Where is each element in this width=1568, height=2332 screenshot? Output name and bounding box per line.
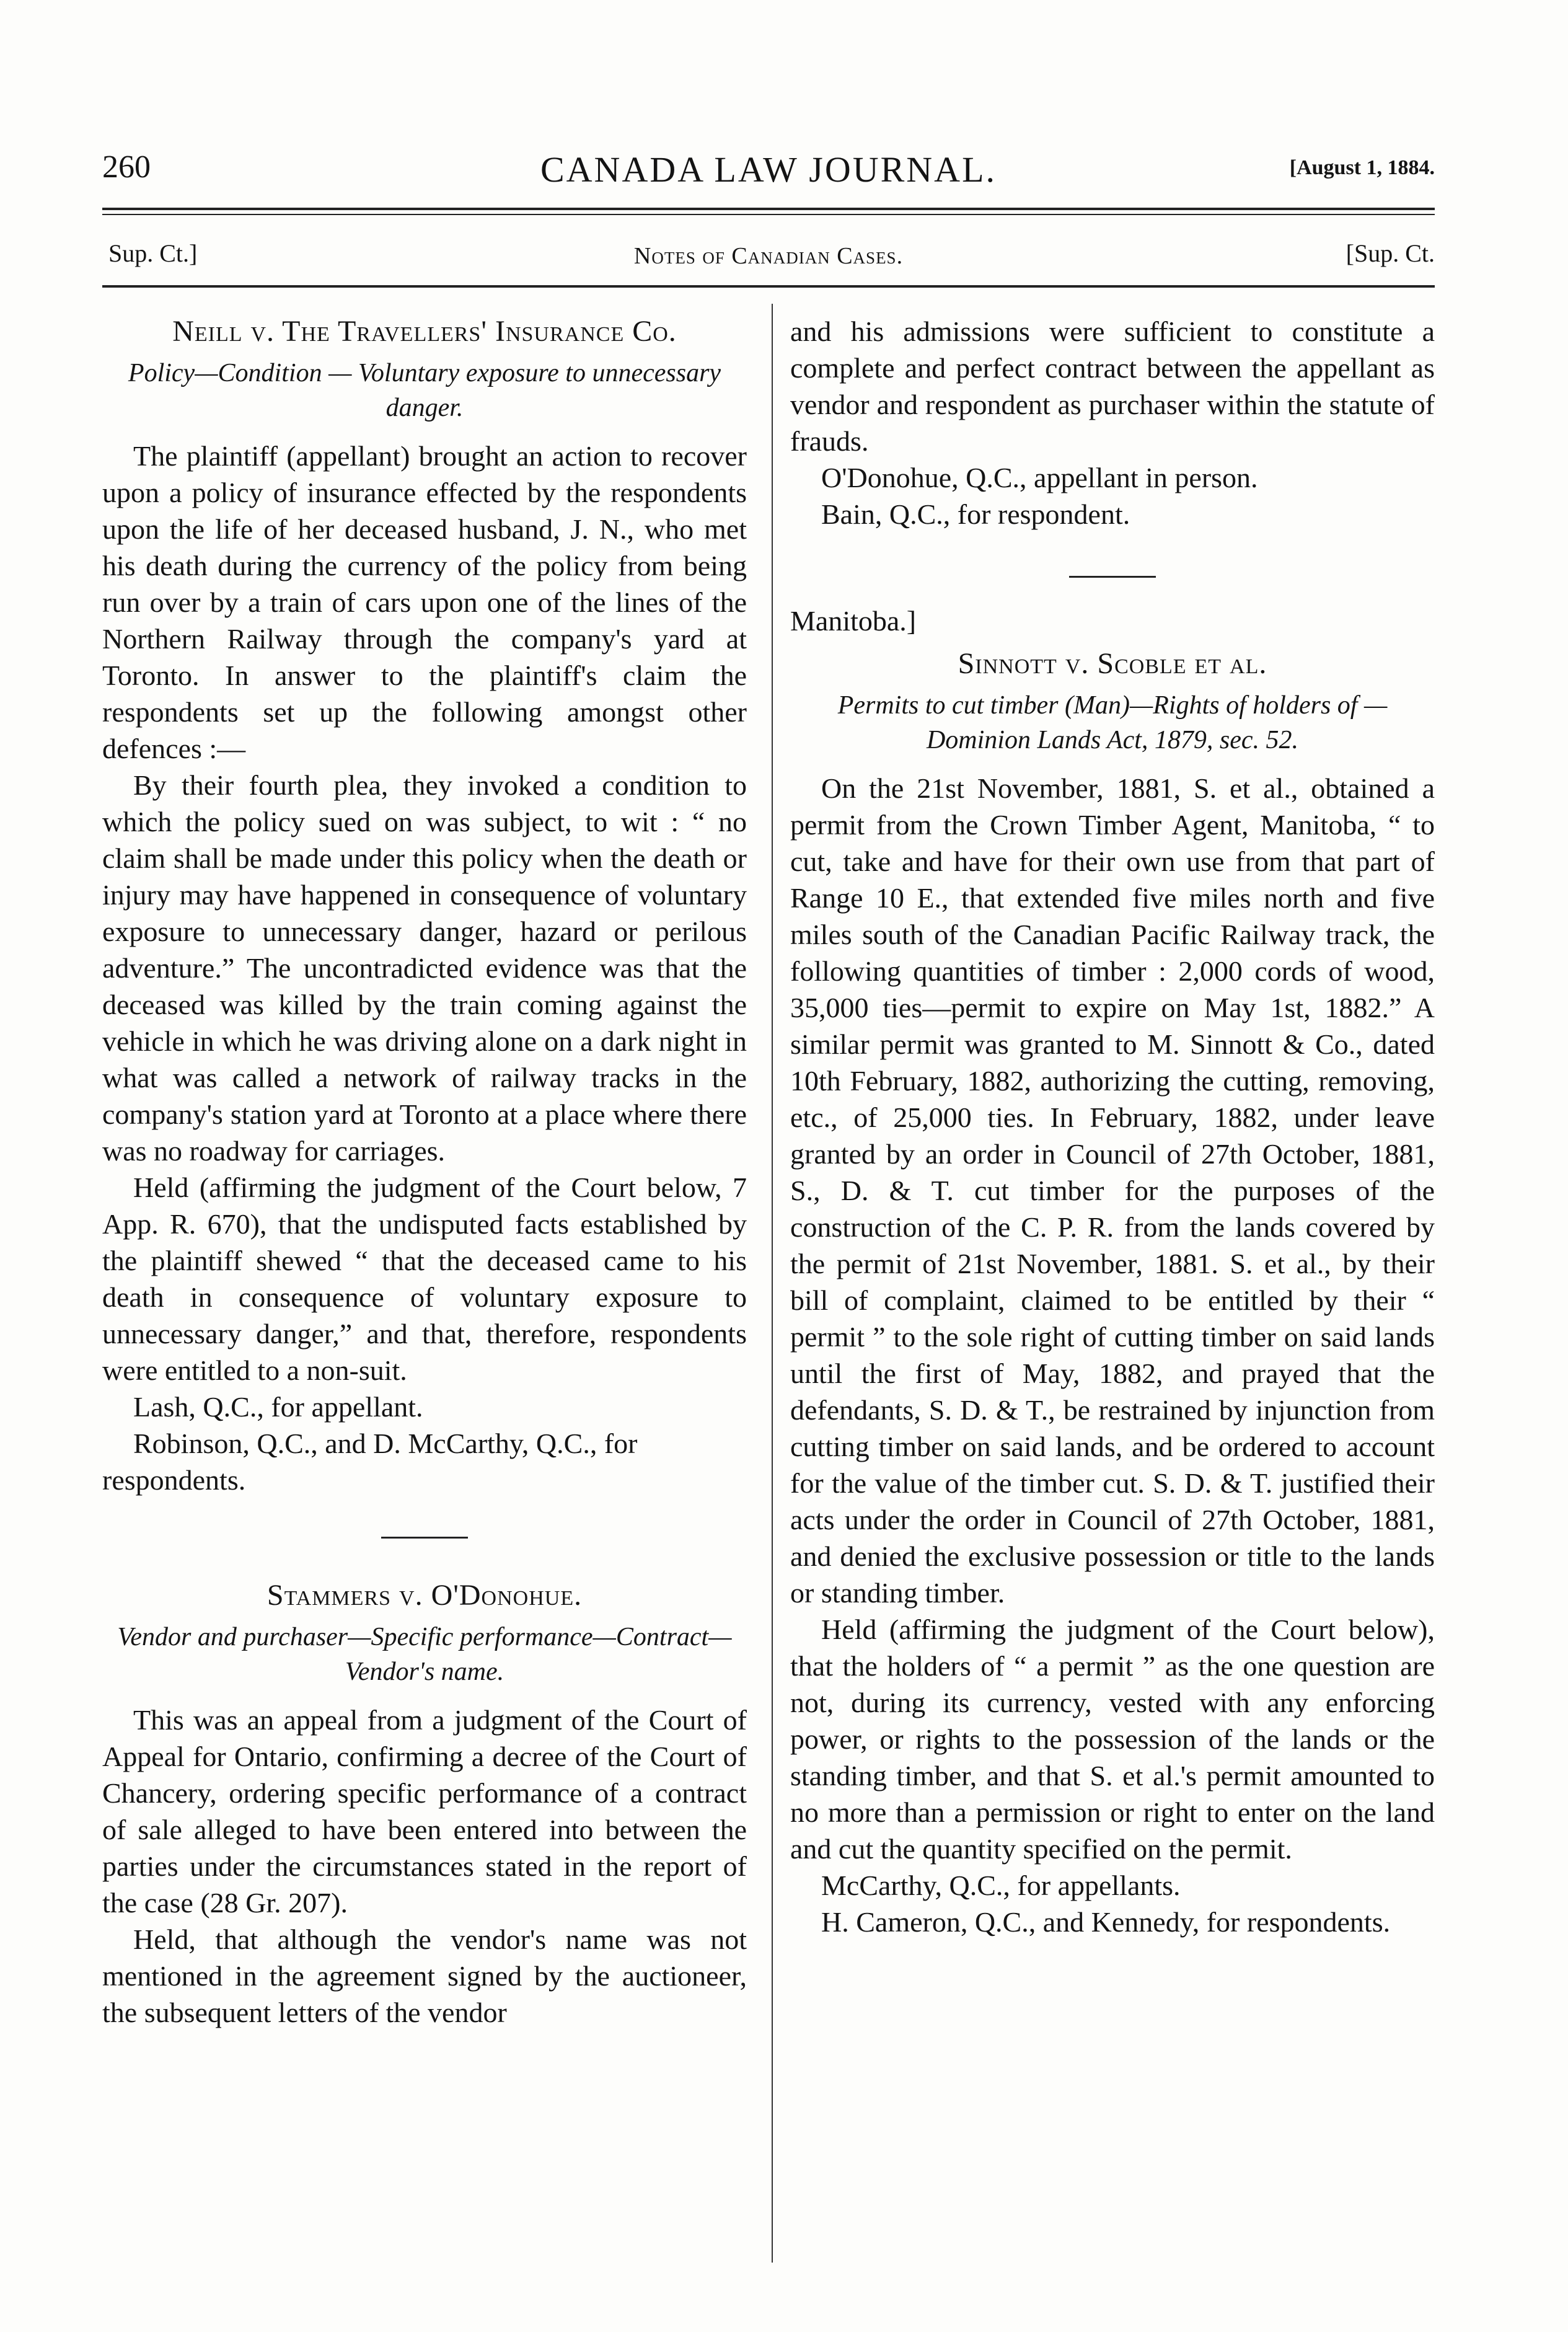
court-label-left: Sup. Ct.] — [108, 239, 198, 267]
section-title: Notes of Canadian Cases. — [633, 243, 904, 269]
counsel-line: Bain, Q.C., for respondent. — [821, 498, 1130, 530]
court-label-manitoba: Manitoba.] — [790, 605, 917, 637]
journal-title: CANADA LAW JOURNAL. — [540, 149, 997, 190]
issue-date: [August 1, 1884. — [1289, 156, 1435, 179]
counsel-line: Lash, Q.C., for appellant. — [133, 1391, 423, 1423]
paragraph: The plaintiff (appellant) brought an action to recover upon a policy of insurance effected by the respondents upon the life of her deceased husband, J. N., who met his death during the currency of the policy from being run over by a train of cars upon one of the lines of the Northern Railway through the company's yard at Toronto. In answer to the plaintiff's claim the respondents set up the following amongst other defences :— — [102, 440, 747, 764]
paragraph: Held (affirming the judgment of the Court below, 7 App. R. 670), that the undisputed facts established by the plaintiff shewed “ that the deceased came to his death in consequence of voluntary exposure to unnecessary danger,” and that, therefore, respondents were entitled to a non-suit. — [102, 1172, 747, 1386]
case-separator — [1069, 576, 1156, 578]
headnote-sinnott: Permits to cut timber (Man)—Rights of holders of —Dominion Lands Act, 1879, sec. 52. — [837, 691, 1388, 754]
case-title-sinnott: Sinnott v. Scoble et al. — [958, 647, 1267, 680]
header-rule-top — [102, 208, 1435, 210]
case-separator — [381, 1537, 468, 1539]
court-label-right: [Sup. Ct. — [1346, 239, 1435, 267]
case-title-stammers: Stammers v. O'Donohue. — [266, 1579, 583, 1612]
counsel-line: Robinson, Q.C., and D. McCarthy, Q.C., for respondents. — [102, 1428, 638, 1496]
headnote-neill: Policy—Condition — Voluntary exposure to unnecessary danger. — [128, 359, 721, 422]
paragraph: Held (affirming the judgment of the Court below), that the holders of “ a permit ” as the one question are not, during its currency, vested with any enforcing power, or rights to the possession of the lands or the standing timber, and that S. et al.'s permit amounted to no more than a permission or right to enter on the land and cut the quantity specified on the permit. — [790, 1614, 1435, 1865]
column-divider — [772, 304, 773, 2263]
running-head — [102, 149, 1435, 198]
page-number: 260 — [102, 149, 151, 185]
right-column — [790, 313, 1435, 1940]
counsel-line: McCarthy, Q.C., for appellants. — [821, 1870, 1181, 1901]
case-title-neill: Neill v. The Travellers' Insurance Co. — [172, 315, 677, 348]
paragraph-continued: and his admissions were sufficient to constitute a complete and perfect contract between the appellant as vendor and respondent as purchaser within the statute of frauds. — [790, 316, 1435, 457]
header-rule-bottom — [102, 214, 1435, 215]
counsel-line: H. Cameron, Q.C., and Kennedy, for respondents. — [821, 1906, 1391, 1938]
paragraph: Held, that although the vendor's name was not mentioned in the agreement signed by the auctioneer, the subsequent letters of the vendor — [102, 1923, 747, 2028]
paragraph: This was an appeal from a judgment of the Court of Appeal for Ontario, confirming a decree of the Court of Chancery, ordering specific performance of a contract of sale alleged to have been entered into between the parties under the circumstances stated in the report of the case (28 Gr. 207). — [102, 1704, 747, 1919]
left-column — [102, 313, 747, 2031]
headnote-stammers: Vendor and purchaser—Specific performance—Contract—Vendor's name. — [117, 1623, 732, 1686]
counsel-line: O'Donohue, Q.C., appellant in person. — [821, 462, 1258, 493]
section-rule — [102, 285, 1435, 288]
paragraph: On the 21st November, 1881, S. et al., obtained a permit from the Crown Timber Agent, Manitoba, “ to cut, take and have for their own use from that part of Range 10 E., that extended five miles north and five miles south of the Canadian Pacific Railway track, the following quantities of timber : 2,000 cords of wood, 35,000 ties—permit to expire on May 1st, 1882.” A similar permit was granted to M. Sinnott & Co., dated 10th February, 1882, authorizing the cutting, removing, etc., of 25,000 ties. In February, 1882, under leave granted by an order in Council of 27th October, 1881, S., D. & T. cut timber for the purposes of the construction of the C. P. R. from the lands covered by the permit of 21st November, 1881. S. et al., by their bill of complaint, claimed to be entitled by their “ permit ” to the sole right of cutting timber on said lands until the first of May, 1882, and prayed that the defendants, S. D. & T., be restrained by injunction from cutting timber on said lands, and be ordered to account for the value of the timber cut. S. D. & T. justified their acts under the order in Council of 27th October, 1881, and denied the exclusive possession or title to the lands or standing timber. — [790, 772, 1435, 1609]
section-head — [102, 239, 1435, 276]
paragraph: By their fourth plea, they invoked a condition to which the policy sued on was subject, to wit : “ no claim shall be made under this policy when the death or injury may have happened in consequence of voluntary exposure to unnecessary danger, hazard or perilous adventure.” The uncontradicted evidence was that the deceased was killed by the train coming against the vehicle in which he was driving alone on a dark night in what was called a network of railway tracks in the company's station yard at Toronto at a place where there was no roadway for carriages. — [102, 769, 747, 1167]
